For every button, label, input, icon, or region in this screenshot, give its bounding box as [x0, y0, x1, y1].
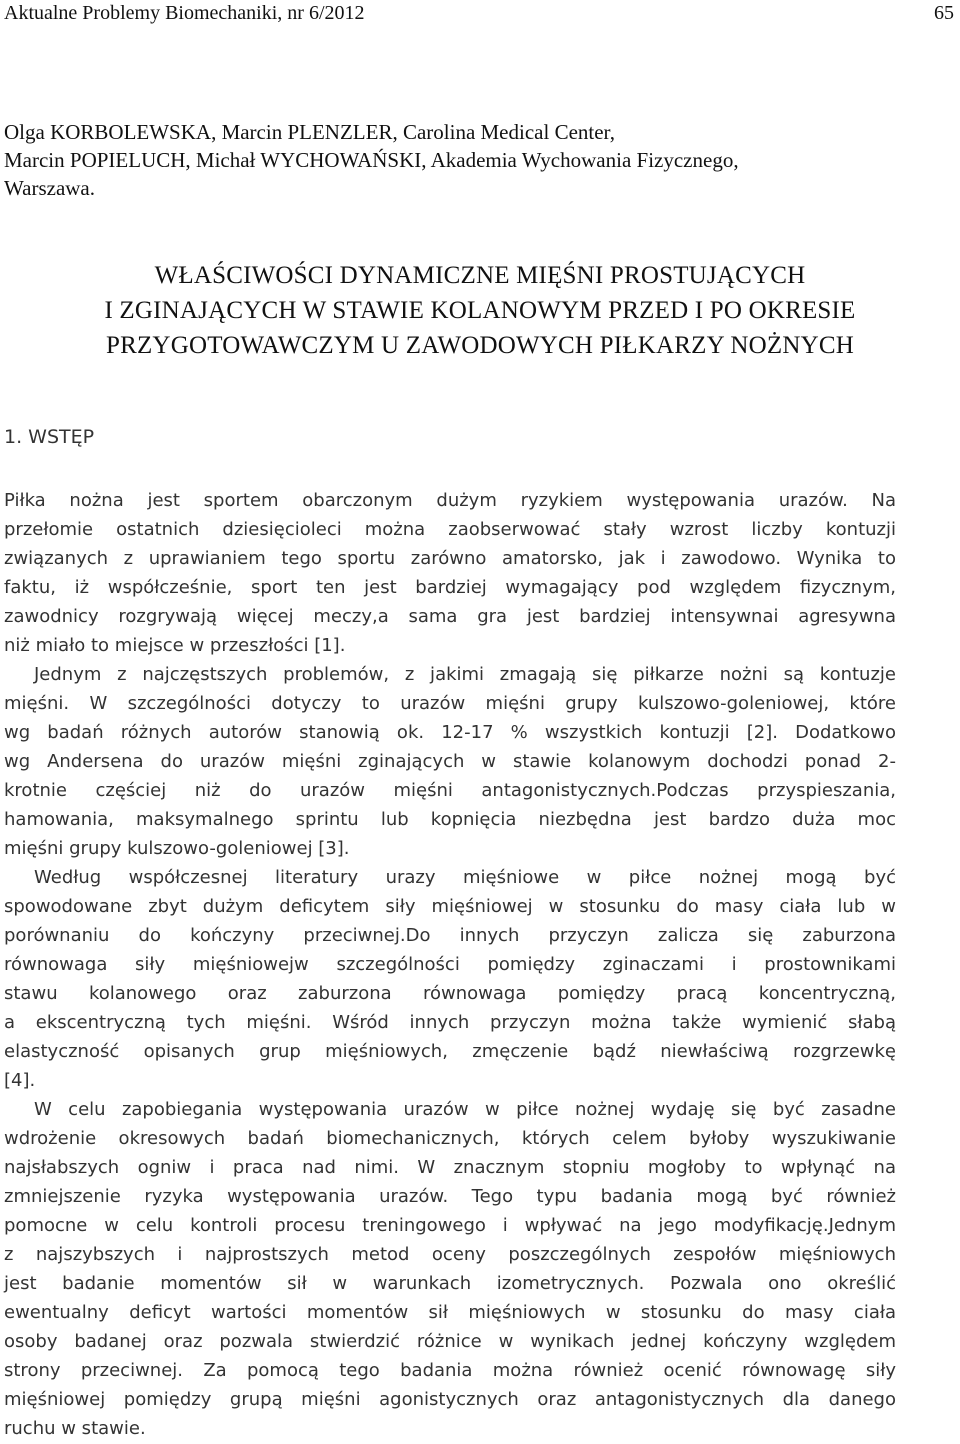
- body-line: pomocne w celu kontroli procesu treningowego i wpływać na jego modyfikację.Jednym: [4, 1215, 896, 1236]
- body-line: równowaga siły mięśniowejw szczególności pomiędzy zginaczami i prostownikami: [4, 954, 896, 975]
- article-title: [0, 258, 960, 363]
- body-line: krotnie częściej niż do urazów mięśni antagonistycznych.Podczas przyspieszania,: [4, 780, 896, 801]
- body-line: porównaniu do kończyny przeciwnej.Do innych przyczyn zalicza się zaburzona: [4, 925, 896, 946]
- body-line: wg badań różnych autorów stanowią ok. 12-17 % wszystkich kontuzji [2]. Dodatkowo: [4, 722, 896, 743]
- body-line: hamowania, maksymalnego sprintu lub kopnięcia niezbędna jest bardzo duża moc: [4, 809, 896, 830]
- body-line: spowodowane zbyt dużym deficytem siły mięśniowej w stosunku do masy ciała lub w: [4, 896, 896, 917]
- body-line: a ekscentryczną tych mięśni. Wśród innych przyczyn można także wymienić słabą: [4, 1012, 896, 1033]
- author-line: Marcin POPIELUCH, Michał WYCHOWAŃSKI, Akademia Wychowania Fizycznego,: [4, 148, 739, 172]
- body-line: zawodnicy rozgrywają więcej meczy,a sama gra jest bardziej intensywnai agresywna: [4, 606, 896, 627]
- body-line: zmniejszenie ryzyka występowania urazów. Tego typu badania mogą być również: [4, 1186, 896, 1207]
- title-line: PRZYGOTOWAWCZYM U ZAWODOWYCH PIŁKARZY NOŻNYCH: [105, 332, 854, 359]
- body-line: ruchu w stawie.: [4, 1418, 146, 1439]
- body-line: niż miało to miejsce w przeszłości [1].: [4, 635, 346, 656]
- running-header-journal: Aktualne Problemy Biomechaniki, nr 6/2012: [4, 2, 365, 24]
- body-line: strony przeciwnej. Za pomocą tego badania można również ocenić równowagę siły: [4, 1360, 896, 1381]
- body-line: jest badanie momentów sił w warunkach izometrycznych. Pozwala ono określić: [4, 1273, 896, 1294]
- body-line: mięśni grupy kulszowo-goleniowej [3].: [4, 838, 350, 859]
- body-line: [4].: [4, 1070, 36, 1091]
- body-line: mięśni. W szczególności dotyczy to urazów mięśni grupy kulszowo-goleniowej, które: [4, 693, 896, 714]
- body-line: osoby badanej oraz pozwala stwierdzić różnice w wynikach jednej kończyny względem: [4, 1331, 896, 1352]
- body-line: najsłabszych ogniw i praca nad nimi. W znacznym stopniu mogłoby to wpłynąć na: [4, 1157, 896, 1178]
- body-line: W celu zapobiegania występowania urazów w piłce nożnej wydaję się być zasadne: [34, 1099, 896, 1120]
- author-line: Olga KORBOLEWSKA, Marcin PLENZLER, Carolina Medical Center,: [4, 120, 615, 144]
- body-line: mięśniowej pomiędzy grupą mięśni agonistycznych oraz antagonistycznych dla danego: [4, 1389, 896, 1410]
- body-line: wg Andersena do urazów mięśni zginających w stawie kolanowym dochodzi ponad 2-: [4, 751, 896, 772]
- body-line: związanych z uprawianiem tego sportu zarówno amatorsko, jak i zawodowo. Wynika to: [4, 548, 896, 569]
- body-line: Piłka nożna jest sportem obarczonym dużym ryzykiem występowania urazów. Na: [4, 490, 896, 511]
- body-line: ewentualny deficyt wartości momentów sił mięśniowych w stosunku do masy ciała: [4, 1302, 896, 1323]
- body-line: Według współczesnej literatury urazy mięśniowe w piłce nożnej mogą być: [34, 867, 896, 888]
- body-line: z najszybszych i najprostszych metod oceny poszczególnych zespołów mięśniowych: [4, 1244, 896, 1265]
- title-line: WŁAŚCIWOŚCI DYNAMICZNE MIĘŚNI PROSTUJĄCYCH: [154, 262, 806, 289]
- body-line: przełomie ostatnich dziesięcioleci można zaobserwować stały wzrost liczby kontuzji: [4, 519, 896, 540]
- body-line: Jednym z najczęstszych problemów, z jakimi zmagają się piłkarze nożni są kontuzje: [34, 664, 896, 685]
- author-line: Warszawa.: [4, 176, 96, 200]
- body-line: wdrożenie okresowych badań biomechanicznych, których celem byłoby wyszukiwanie: [4, 1128, 896, 1149]
- body-line: elastyczność opisanych grup mięśniowych, zmęczenie bądź niewłaściwą rozgrzewkę: [4, 1041, 896, 1062]
- body-line: faktu, iż współcześnie, sport ten jest bardziej wymagający pod względem fizycznym,: [4, 577, 896, 598]
- section-heading: 1. WSTĘP: [4, 426, 95, 448]
- title-line: I ZGINAJĄCYCH W STAWIE KOLANOWYM PRZED I PO OKRESIE: [104, 297, 856, 324]
- author-affiliations: [4, 118, 934, 202]
- body-line: stawu kolanowego oraz zaburzona równowaga pomiędzy pracą koncentryczną,: [4, 983, 896, 1004]
- body-text: [4, 486, 896, 1443]
- page-number: 65: [934, 2, 954, 24]
